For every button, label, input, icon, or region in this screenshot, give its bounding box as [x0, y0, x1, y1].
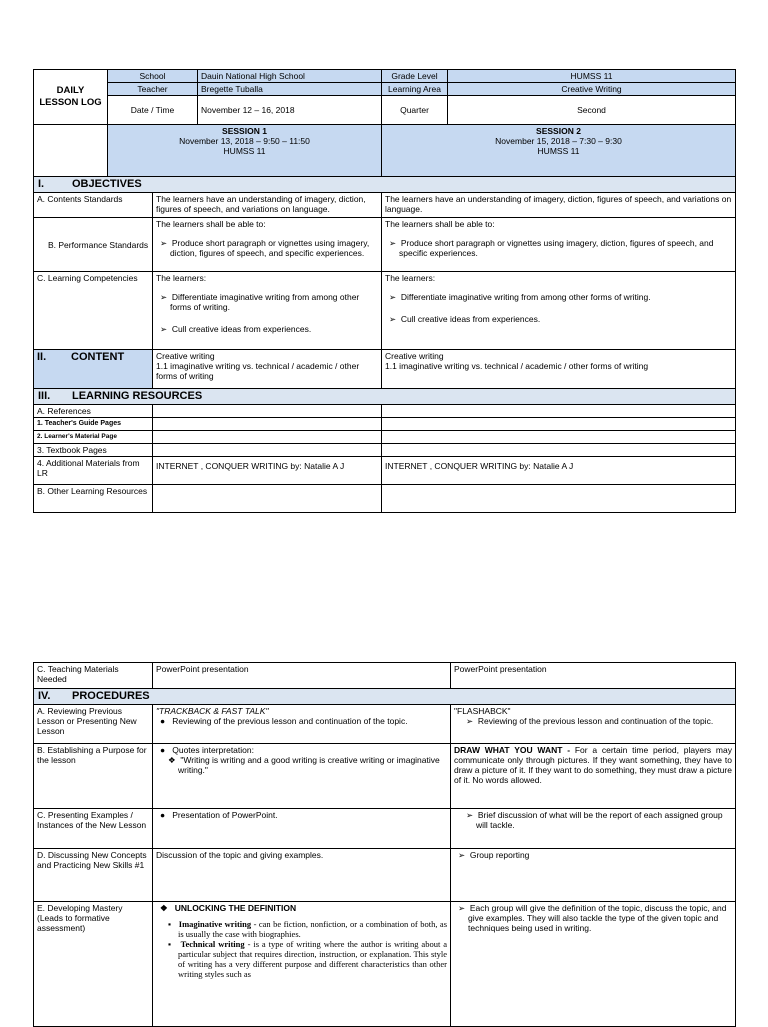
presenting-item-s1: Presentation of PowerPoint. [172, 810, 278, 820]
arrow-icon: ➢ [466, 716, 474, 726]
session1-title: SESSION 1 [222, 126, 267, 136]
session2-cell [382, 125, 736, 177]
content-standards-s2: The learners have an understanding of imagery, diction, figures of speech, and variations on language. [382, 193, 736, 218]
mastery-s1 [153, 902, 451, 1027]
competency2-s2: Cull creative ideas from experiences. [400, 314, 541, 324]
resources-header [34, 389, 736, 405]
performance-standards-label-text: B. Performance Standards [48, 239, 149, 250]
imaginative-term: Imaginative writing [178, 919, 252, 929]
mastery-item-s2: Each group will give the definition of the topic, discuss the topic, and give examples. They will also tackle the type of the given topic and techniques being used in writing. [468, 903, 727, 933]
resources-num: III. [38, 390, 51, 402]
unlocking-title: UNLOCKING THE DEFINITION [174, 903, 297, 913]
presenting-item-s2: Brief discussion of what will be the report of each assigned group will tackle. [476, 810, 723, 830]
competencies-s1 [153, 272, 382, 350]
teacher-label: Teacher [108, 83, 198, 96]
lesson-log-table-page1 [33, 69, 736, 513]
other-resources-label: B. Other Learning Resources [34, 485, 153, 513]
bullet-icon: ● [160, 745, 166, 755]
presenting-s1 [153, 809, 451, 849]
other-resources-s2 [382, 485, 736, 513]
additional-materials-s2: INTERNET , CONQUER WRITING by: Natalie A J [382, 457, 736, 485]
teaching-materials-s1: PowerPoint presentation [153, 663, 451, 689]
content-title: CONTENT [71, 351, 125, 363]
teachers-guide-s2 [382, 418, 736, 431]
session1-class: HUMSS 11 [223, 146, 266, 156]
trackback-title: "TRACKBACK & FAST TALK" [156, 706, 269, 716]
technical-term: Technical writing [180, 939, 245, 949]
resources-title: LEARNING RESOURCES [72, 390, 203, 402]
arrow-icon: ➢ [389, 314, 397, 324]
quarter-label: Quarter [382, 96, 448, 125]
grade-value: HUMSS 11 [448, 70, 736, 83]
reviewing-s1 [153, 705, 451, 744]
objectives-title: OBJECTIVES [72, 178, 142, 190]
discussing-s1: Discussion of the topic and giving examples. [153, 849, 451, 902]
teaching-materials-s2: PowerPoint presentation [451, 663, 736, 689]
teachers-guide-label: 1. Teacher's Guide Pages [34, 418, 153, 431]
bullet-icon: ● [160, 716, 166, 726]
technical-definition: - is a type of writing where the author is writing about a particular subject that requires direction, instruction, or explanation. This style of writing has a very different purpose and different characteristics than other writing styles such as [178, 939, 448, 979]
procedures-num: IV. [38, 690, 51, 702]
objectives-header [34, 177, 736, 193]
procedures-title: PROCEDURES [72, 690, 150, 702]
objectives-num: I. [38, 178, 45, 190]
arrow-icon: ➢ [458, 850, 466, 860]
reviewing-s2 [451, 705, 736, 744]
procedures-header [34, 689, 736, 705]
arrow-icon: ➢ [389, 292, 397, 302]
references-label: A. References [34, 405, 153, 418]
teacher-value: Bregette Tuballa [198, 83, 382, 96]
mastery-s2 [451, 902, 736, 1027]
arrow-icon: ➢ [389, 238, 397, 248]
content-line2-s1: 1.1 imaginative writing vs. technical / academic / other forms of writing [156, 361, 360, 381]
purpose-s1 [153, 744, 451, 809]
draw-what-you-want-title: DRAW WHAT YOU WANT - [454, 745, 571, 755]
session2-title: SESSION 2 [536, 126, 581, 136]
draw-what-you-want-text: For a certain time period, players may communicate only through pictures. If they want something, they have to draw a picture of it. If they want to do something, they must draw a picture of it. No words allowed. [454, 745, 732, 785]
references-s1 [153, 405, 382, 418]
school-value: Dauin National High School [198, 70, 382, 83]
diamond-bullet-icon: ❖ [168, 755, 176, 765]
imaginative-definition: - can be fiction, nonfiction, or a combination of both, as is usually the case with biographies. [178, 919, 448, 939]
performance-intro-s2: The learners shall be able to: [385, 219, 495, 229]
competency2-s1: Cull creative ideas from experiences. [171, 324, 312, 334]
textbook-s2 [382, 444, 736, 457]
reviewing-item-s1: Reviewing of the previous lesson and continuation of the topic. [172, 716, 408, 726]
purpose-quote-s1: "Writing is writing and a good writing is creative writing or imaginative writing." [178, 755, 440, 775]
diamond-bullet-icon: ❖ [160, 903, 168, 913]
competencies-s2 [382, 272, 736, 350]
square-bullet-icon: ▪ [168, 939, 172, 949]
additional-materials-s1: INTERNET , CONQUER WRITING by: Natalie A J [153, 457, 382, 485]
discussing-item-s2: Group reporting [469, 850, 530, 860]
flashback-title: "FLASHABCK" [454, 706, 511, 716]
mastery-label: E. Developing Mastery (Leads to formative assessment) [34, 902, 153, 1027]
performance-standards-label [34, 218, 153, 272]
reviewing-label: A. Reviewing Previous Lesson or Presenting New Lesson [34, 705, 153, 744]
purpose-s2 [451, 744, 736, 809]
content-line1-s2: Creative writing [385, 351, 444, 361]
textbook-label: 3. Textbook Pages [34, 444, 153, 457]
performance-intro-s1: The learners shall be able to: [156, 219, 266, 229]
purpose-label: B. Establishing a Purpose for the lesson [34, 744, 153, 809]
competency1-s1: Differentiate imaginative writing from among other forms of writing. [170, 292, 360, 312]
arrow-icon: ➢ [458, 903, 466, 913]
competencies-intro-s1: The learners: [156, 273, 207, 283]
performance-standards-s1 [153, 218, 382, 272]
teachers-guide-s1 [153, 418, 382, 431]
performance-standards-s2 [382, 218, 736, 272]
quarter-value: Second [448, 96, 736, 125]
session-blank-cell [34, 125, 108, 177]
content-header [34, 350, 153, 389]
session2-class: HUMSS 11 [537, 146, 580, 156]
presenting-s2 [451, 809, 736, 849]
competencies-label: C. Learning Competencies [34, 272, 153, 350]
date-value: November 12 – 16, 2018 [198, 96, 382, 125]
learners-material-s2 [382, 431, 736, 444]
teaching-materials-label: C. Teaching Materials Needed [34, 663, 153, 689]
additional-materials-label: 4. Additional Materials from LR [34, 457, 153, 485]
session1-date: November 13, 2018 – 9:50 – 11:50 [179, 136, 310, 146]
arrow-icon: ➢ [160, 324, 168, 334]
square-bullet-icon: ▪ [168, 919, 172, 929]
title-cell [34, 70, 108, 125]
area-value: Creative Writing [448, 83, 736, 96]
presenting-label: C. Presenting Examples / Instances of the New Lesson [34, 809, 153, 849]
content-line1-s1: Creative writing [156, 351, 215, 361]
reviewing-item-s2: Reviewing of the previous lesson and continuation of the topic. [477, 716, 714, 726]
grade-label: Grade Level [382, 70, 448, 83]
title-line2: LESSON LOG [39, 97, 102, 108]
competencies-intro-s2: The learners: [385, 273, 436, 283]
performance-item-s1: Produce short paragraph or vignettes using imagery, diction, figures of speech, and specific experiences. [170, 238, 370, 258]
performance-item-s2: Produce short paragraph or vignettes using imagery, diction, figures of speech, and specific experiences. [399, 238, 714, 258]
lesson-log-table-page2 [33, 662, 736, 1027]
arrow-icon: ➢ [160, 238, 168, 248]
references-s2 [382, 405, 736, 418]
content-standards-label: A. Contents Standards [34, 193, 153, 218]
discussing-s2 [451, 849, 736, 902]
school-label: School [108, 70, 198, 83]
area-label: Learning Area [382, 83, 448, 96]
learners-material-label: 2. Learner's Material Page [34, 431, 153, 444]
content-standards-s1: The learners have an understanding of imagery, diction, figures of speech, and variations on language. [153, 193, 382, 218]
content-line2-s2: 1.1 imaginative writing vs. technical / academic / other forms of writing [385, 361, 649, 371]
arrow-icon: ➢ [466, 810, 474, 820]
session2-date: November 15, 2018 – 7:30 – 9:30 [495, 136, 622, 146]
content-num: II. [37, 351, 47, 363]
arrow-icon: ➢ [160, 292, 168, 302]
date-label: Date / Time [108, 96, 198, 125]
content-s1 [153, 350, 382, 389]
content-s2 [382, 350, 736, 389]
learners-material-s1 [153, 431, 382, 444]
discussing-label: D. Discussing New Concepts and Practicing New Skills #1 [34, 849, 153, 902]
title-line1: DAILY [56, 85, 85, 96]
textbook-s1 [153, 444, 382, 457]
other-resources-s1 [153, 485, 382, 513]
purpose-item-s1: Quotes interpretation: [172, 745, 254, 755]
session1-cell [108, 125, 382, 177]
bullet-icon: ● [160, 810, 166, 820]
competency1-s2: Differentiate imaginative writing from among other forms of writing. [400, 292, 651, 302]
